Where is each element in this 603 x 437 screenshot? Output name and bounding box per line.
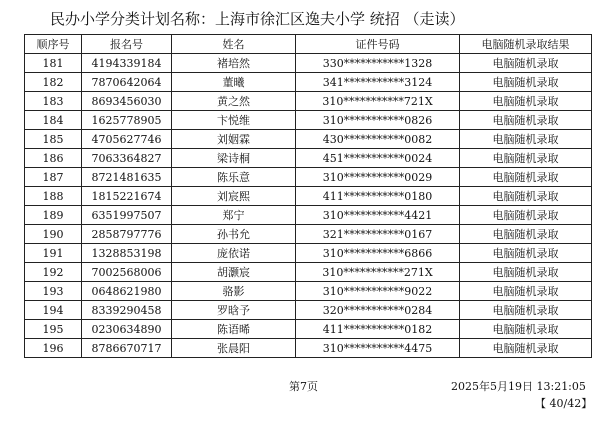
sequence-cell: 194 <box>25 301 82 320</box>
table-row <box>25 244 592 263</box>
result-cell: 电脑随机录取 <box>460 263 592 282</box>
sequence-cell: 191 <box>25 244 82 263</box>
table-row <box>25 301 592 320</box>
registration-number-cell: 7002568006 <box>82 263 172 282</box>
registration-number-cell: 1815221674 <box>82 187 172 206</box>
result-cell: 电脑随机录取 <box>460 73 592 92</box>
sequence-cell: 181 <box>25 54 82 73</box>
result-cell: 电脑随机录取 <box>460 149 592 168</box>
document-title: 民办小学分类计划名称：上海市徐汇区逸夫小学 统招 （走读） <box>50 10 465 28</box>
result-cell: 电脑随机录取 <box>460 320 592 339</box>
registration-number-cell: 8786670717 <box>82 339 172 358</box>
sequence-cell: 182 <box>25 73 82 92</box>
table-row <box>25 282 592 301</box>
registration-number-cell: 4705627746 <box>82 130 172 149</box>
registration-number-cell: 8721481635 <box>82 168 172 187</box>
sequence-cell: 186 <box>25 149 82 168</box>
name-cell: 陈语晞 <box>172 320 296 339</box>
name-cell: 褚培然 <box>172 54 296 73</box>
name-cell: 庞依诺 <box>172 244 296 263</box>
sequence-cell: 189 <box>25 206 82 225</box>
admission-results-table <box>24 34 592 358</box>
table-row <box>25 263 592 282</box>
id-number-cell: 310***********721X <box>296 92 460 111</box>
table-row <box>25 320 592 339</box>
result-cell: 电脑随机录取 <box>460 225 592 244</box>
registration-number-cell: 8693456030 <box>82 92 172 111</box>
sequence-cell: 184 <box>25 111 82 130</box>
table-header-row <box>25 35 592 54</box>
sequence-cell: 196 <box>25 339 82 358</box>
name-cell: 陈乐意 <box>172 168 296 187</box>
id-number-cell: 310***********4475 <box>296 339 460 358</box>
id-number-cell: 310***********9022 <box>296 282 460 301</box>
table-row <box>25 168 592 187</box>
table-row <box>25 206 592 225</box>
table-row <box>25 187 592 206</box>
page-count: 【 40/42】 <box>535 397 593 410</box>
name-cell: 骆影 <box>172 282 296 301</box>
header-sequence: 顺序号 <box>25 35 82 54</box>
table-row <box>25 149 592 168</box>
table-row <box>25 339 592 358</box>
sequence-cell: 193 <box>25 282 82 301</box>
result-cell: 电脑随机录取 <box>460 244 592 263</box>
table-row <box>25 225 592 244</box>
id-number-cell: 341***********3124 <box>296 73 460 92</box>
id-number-cell: 310***********6866 <box>296 244 460 263</box>
header-registration-number: 报名号 <box>82 35 172 54</box>
name-cell: 卞悦维 <box>172 111 296 130</box>
registration-number-cell: 1625778905 <box>82 111 172 130</box>
id-number-cell: 310***********0826 <box>296 111 460 130</box>
result-cell: 电脑随机录取 <box>460 206 592 225</box>
result-cell: 电脑随机录取 <box>460 92 592 111</box>
sequence-cell: 187 <box>25 168 82 187</box>
name-cell: 梁诗桐 <box>172 149 296 168</box>
name-cell: 刘宸熙 <box>172 187 296 206</box>
result-cell: 电脑随机录取 <box>460 111 592 130</box>
table-row <box>25 54 592 73</box>
registration-number-cell: 0648621980 <box>82 282 172 301</box>
id-number-cell: 451***********0024 <box>296 149 460 168</box>
table-row <box>25 92 592 111</box>
registration-number-cell: 8339290458 <box>82 301 172 320</box>
name-cell: 郑宁 <box>172 206 296 225</box>
sequence-cell: 188 <box>25 187 82 206</box>
result-cell: 电脑随机录取 <box>460 339 592 358</box>
table-row <box>25 73 592 92</box>
id-number-cell: 411***********0180 <box>296 187 460 206</box>
result-cell: 电脑随机录取 <box>460 130 592 149</box>
table-row <box>25 111 592 130</box>
registration-number-cell: 6351997507 <box>82 206 172 225</box>
name-cell: 刘姻霖 <box>172 130 296 149</box>
id-number-cell: 310***********271X <box>296 263 460 282</box>
id-number-cell: 310***********0029 <box>296 168 460 187</box>
name-cell: 胡灏宸 <box>172 263 296 282</box>
id-number-cell: 321***********0167 <box>296 225 460 244</box>
registration-number-cell: 7870642064 <box>82 73 172 92</box>
header-name: 姓名 <box>172 35 296 54</box>
sequence-cell: 185 <box>25 130 82 149</box>
name-cell: 张晨阳 <box>172 339 296 358</box>
table-row <box>25 130 592 149</box>
result-cell: 电脑随机录取 <box>460 54 592 73</box>
timestamp: 2025年5月19日 13:21:05 <box>451 380 586 393</box>
result-cell: 电脑随机录取 <box>460 187 592 206</box>
id-number-cell: 310***********4421 <box>296 206 460 225</box>
result-cell: 电脑随机录取 <box>460 301 592 320</box>
header-id-number: 证件号码 <box>296 35 460 54</box>
sequence-cell: 183 <box>25 92 82 111</box>
header-result: 电脑随机录取结果 <box>460 35 592 54</box>
sequence-cell: 190 <box>25 225 82 244</box>
sequence-cell: 195 <box>25 320 82 339</box>
registration-number-cell: 2858797776 <box>82 225 172 244</box>
name-cell: 黄之然 <box>172 92 296 111</box>
registration-number-cell: 4194339184 <box>82 54 172 73</box>
name-cell: 董曦 <box>172 73 296 92</box>
result-cell: 电脑随机录取 <box>460 282 592 301</box>
id-number-cell: 430***********0082 <box>296 130 460 149</box>
name-cell: 孙书允 <box>172 225 296 244</box>
id-number-cell: 411***********0182 <box>296 320 460 339</box>
registration-number-cell: 0230634890 <box>82 320 172 339</box>
page-number: 第7页 <box>289 380 318 393</box>
sequence-cell: 192 <box>25 263 82 282</box>
name-cell: 罗晗予 <box>172 301 296 320</box>
result-cell: 电脑随机录取 <box>460 168 592 187</box>
id-number-cell: 330***********1328 <box>296 54 460 73</box>
id-number-cell: 320***********0284 <box>296 301 460 320</box>
registration-number-cell: 7063364827 <box>82 149 172 168</box>
registration-number-cell: 1328853198 <box>82 244 172 263</box>
